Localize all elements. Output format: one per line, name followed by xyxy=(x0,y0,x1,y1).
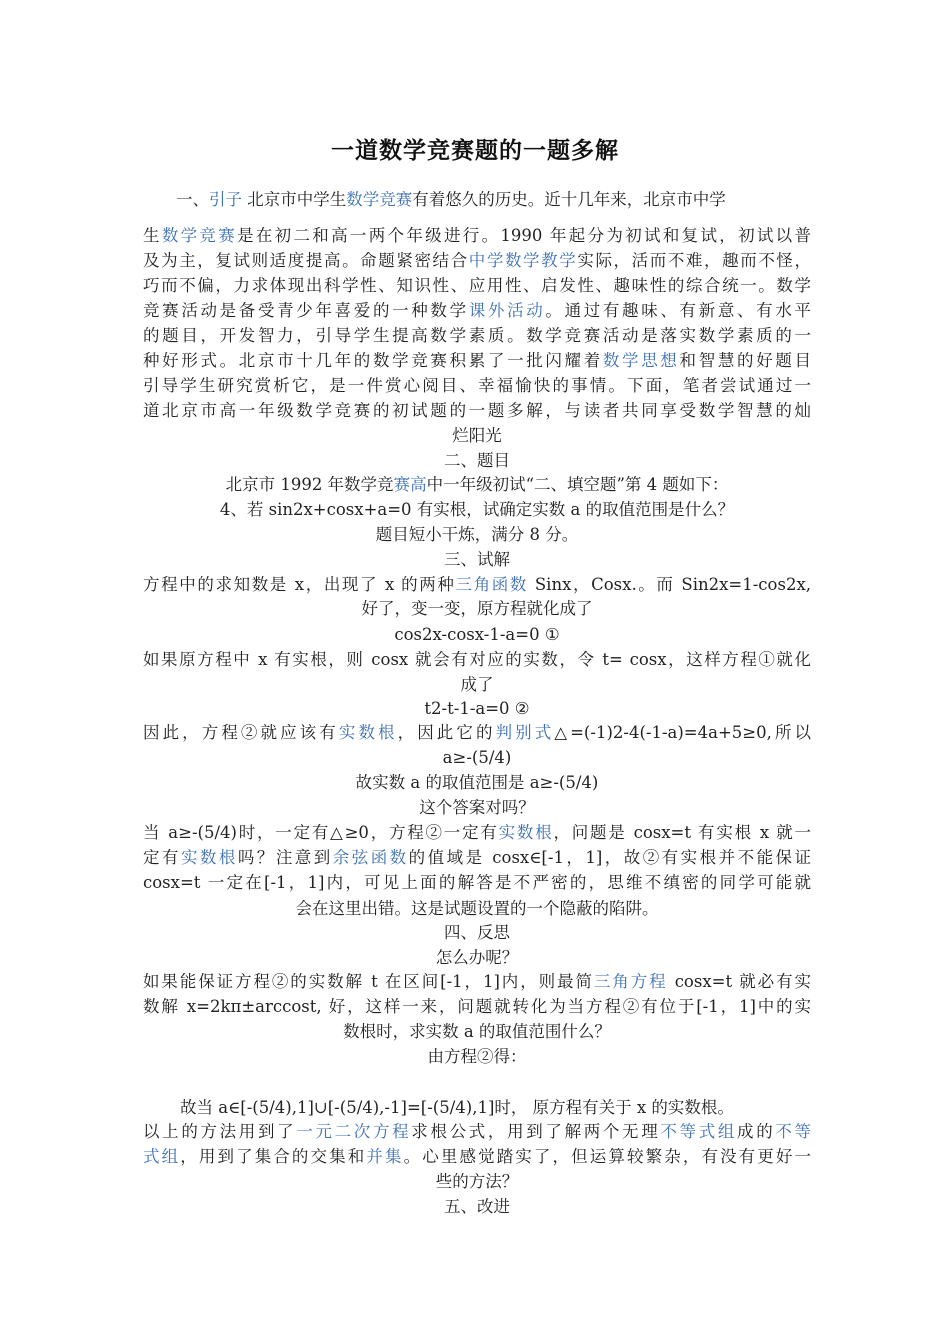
text-line xyxy=(143,722,811,744)
text-segment: 成了 xyxy=(460,675,494,694)
text-line xyxy=(176,189,811,211)
text-line xyxy=(143,300,811,322)
text-segment: 怎么办呢？ xyxy=(435,948,519,967)
text-line xyxy=(143,947,811,969)
keyword-link[interactable]: 并集 xyxy=(366,1147,404,1166)
text-line xyxy=(143,225,811,247)
text-segment: cosx=t 一定在[-1，1]内，可见上面的解答是不严密的，思维不缜密的同学可能就 xyxy=(143,873,811,892)
text-segment: 如果能保证方程②的实数解 t 在区间[-1，1]内，则最简 xyxy=(143,972,594,991)
text-line xyxy=(143,624,811,646)
text-segment: 如果原方程中 x 有实根，则 cosx 就会有对应的实数，令 t= cosx，这样方程①就化 xyxy=(143,650,811,669)
text-segment: 。心里感觉踏实了，但运算较繁杂，有没有更好一 xyxy=(403,1147,812,1166)
keyword-link[interactable]: 数学竞赛 xyxy=(161,226,238,245)
text-line xyxy=(143,872,811,894)
text-segment: 实际，活而不难，趣而不怪， xyxy=(577,251,812,270)
text-segment: 故实数 a 的取值范围是 a≥-(5/4) xyxy=(355,773,599,792)
keyword-link[interactable]: 三角函数 xyxy=(455,575,529,594)
text-line xyxy=(143,474,811,496)
text-segment: 求根公式，用到了解两个无理 xyxy=(411,1122,661,1141)
page-title: 一道数学竞赛题的一题多解 xyxy=(331,138,619,164)
text-segment: 引导学生研究赏析它，是一件赏心阅目、幸福愉快的事情。下面，笔者尝试通过一 xyxy=(143,376,811,395)
keyword-link[interactable]: 余弦函数 xyxy=(332,848,409,867)
text-segment: 因此，方程②就应该有 xyxy=(143,723,339,742)
text-segment: 道北京市高一年级数学竞赛的初试题的一题多解，与读者共同享受数学智慧的灿 xyxy=(143,401,811,420)
text-segment: t2-t-1-a=0 ② xyxy=(424,699,530,718)
text-line xyxy=(143,375,811,397)
text-segment: 当 a≥-(5/4)时，一定有△≥0，方程②一定有 xyxy=(143,823,499,842)
keyword-link[interactable]: 数学思想 xyxy=(602,351,680,370)
keyword-link[interactable]: 实数根 xyxy=(180,848,238,867)
text-line xyxy=(143,325,811,347)
text-segment: 和智慧的好题目 xyxy=(679,351,812,370)
text-segment: 生 xyxy=(143,226,162,245)
text-line xyxy=(143,1171,811,1193)
text-line xyxy=(143,250,811,272)
text-line xyxy=(143,847,811,869)
keyword-link[interactable]: 数学竞赛 xyxy=(346,190,413,209)
text-segment: 些的方法？ xyxy=(435,1172,519,1191)
text-line xyxy=(143,797,811,819)
text-line xyxy=(143,598,811,620)
keyword-link[interactable]: 判别式 xyxy=(495,723,555,742)
text-segment: 成的 xyxy=(737,1122,776,1141)
text-line xyxy=(143,747,811,769)
text-segment: 。通过有趣味、有新意、有水平 xyxy=(545,301,812,320)
text-line xyxy=(143,574,811,596)
text-line xyxy=(180,1097,800,1119)
text-line xyxy=(143,425,811,447)
text-segment: 的值域是 cosx∈[-1，1]，故②有实根并不能保证 xyxy=(408,848,812,867)
text-segment: 题目短小干炼，满分 8 分。 xyxy=(375,525,579,544)
text-segment: ，因此它的 xyxy=(397,723,496,742)
text-line xyxy=(143,698,811,720)
text-segment: 方程中的求知数是 x，出现了 x 的两种 xyxy=(143,575,456,594)
text-segment: cos2x-cosx-1-a=0 ① xyxy=(394,625,560,644)
text-segment: 一、 xyxy=(176,190,209,209)
text-segment: △=(-1)2-4(-1-a)=4a+5≥0,所以 xyxy=(554,723,812,742)
text-line xyxy=(143,549,811,571)
text-line xyxy=(143,674,811,696)
text-line xyxy=(143,1146,811,1168)
keyword-link[interactable]: 三角方程 xyxy=(593,972,668,991)
text-segment: 由方程②得： xyxy=(427,1047,527,1066)
text-line xyxy=(143,922,811,944)
text-line xyxy=(143,350,811,372)
keyword-link[interactable]: 引子 xyxy=(209,190,242,209)
keyword-link[interactable]: 赛高 xyxy=(393,475,427,494)
keyword-link[interactable]: 课外活动 xyxy=(468,301,546,320)
text-segment: 竞赛活动是备受青少年喜爱的一种数学 xyxy=(143,301,469,320)
text-segment: 数解 x=2kπ±arccost, 好，这样一来，问题就转化为当方程②有位于[-1，1]中的实 xyxy=(143,997,811,1016)
keyword-link[interactable]: 不等式组 xyxy=(660,1122,738,1141)
text-segment: 三、试解 xyxy=(444,550,510,569)
text-segment: 是在初二和高一两个年级进行。1990 年起分为初试和复试，初试以普 xyxy=(237,226,811,245)
text-segment: 的题目，开发智力，引导学生提高数学素质。数学竞赛活动是落实数学素质的一 xyxy=(143,326,811,345)
text-line xyxy=(143,1021,811,1043)
keyword-link[interactable]: 实数根 xyxy=(338,723,398,742)
text-line xyxy=(143,971,811,993)
text-segment: 巧而不偏，力求体现出科学性、知识性、应用性、启发性、趣味性的综合统一。数学 xyxy=(143,276,811,295)
text-line xyxy=(143,996,811,1018)
text-line xyxy=(143,898,811,920)
text-segment: ，问题是 cosx=t 有实根 x 就一 xyxy=(553,823,811,842)
text-line xyxy=(143,499,811,521)
text-segment: ，用到了集合的交集和 xyxy=(180,1147,367,1166)
text-segment: 4、若 sin2x+cosx+a=0 有实根，试确定实数 a 的取值范围是什么？ xyxy=(219,500,735,519)
text-segment: 定有 xyxy=(143,848,181,867)
text-segment: 这个答案对吗？ xyxy=(419,798,535,817)
text-segment: 吗？注意到 xyxy=(237,848,333,867)
text-segment: 中一年级初试“二、填空题”第 4 题如下： xyxy=(426,475,729,494)
text-line xyxy=(143,1196,811,1218)
text-segment: Sinx，Cosx.。而 Sin2x=1-cos2x, xyxy=(528,575,811,594)
keyword-link[interactable]: 一元二次方程 xyxy=(296,1122,412,1141)
text-segment: 烂阳光 xyxy=(452,426,502,445)
text-line xyxy=(143,649,811,671)
keyword-link[interactable]: 式组 xyxy=(143,1147,181,1166)
text-line xyxy=(143,400,811,422)
text-segment: 有着悠久的历史。近十几年来，北京市中学 xyxy=(412,190,726,209)
text-line xyxy=(143,524,811,546)
text-line xyxy=(143,772,811,794)
text-segment: 以上的方法用到了 xyxy=(143,1122,297,1141)
keyword-link[interactable]: 实数根 xyxy=(498,823,554,842)
text-line xyxy=(143,275,811,297)
text-line xyxy=(143,1121,811,1143)
text-segment: 四、反思 xyxy=(444,923,510,942)
text-segment: 好了，变一变，原方程就化成了 xyxy=(361,599,593,618)
text-segment: 会在这里出错。这是试题设置的一个隐蔽的陷阱。 xyxy=(295,899,659,918)
text-segment: 五、改进 xyxy=(444,1197,510,1216)
text-segment: 种好形式。北京市十几年的数学竞赛积累了一批闪耀着 xyxy=(143,351,603,370)
text-segment: 数根时，求实数 a 的取值范围什么？ xyxy=(343,1022,611,1041)
text-segment: 及为主，复试则适度提高。命题紧密结合 xyxy=(143,251,469,270)
keyword-link[interactable]: 中学数学教学 xyxy=(468,251,578,270)
text-segment: cosx=t 就必有实 xyxy=(667,972,811,991)
keyword-link[interactable]: 不等 xyxy=(775,1122,812,1141)
text-segment: 二、题目 xyxy=(444,451,510,470)
text-segment: a≥-(5/4) xyxy=(442,748,512,767)
text-line xyxy=(143,822,811,844)
text-line xyxy=(143,450,811,472)
text-line xyxy=(143,1046,811,1068)
text-segment: 北京市 1992 年数学竞 xyxy=(225,475,394,494)
text-segment: 北京市中学生 xyxy=(242,190,347,209)
text-segment: 故当 a∈[-(5/4),1]∪[-(5/4),-1]=[-(5/4),1]时， 原方程有关于 x 的实数根。 xyxy=(180,1098,734,1117)
